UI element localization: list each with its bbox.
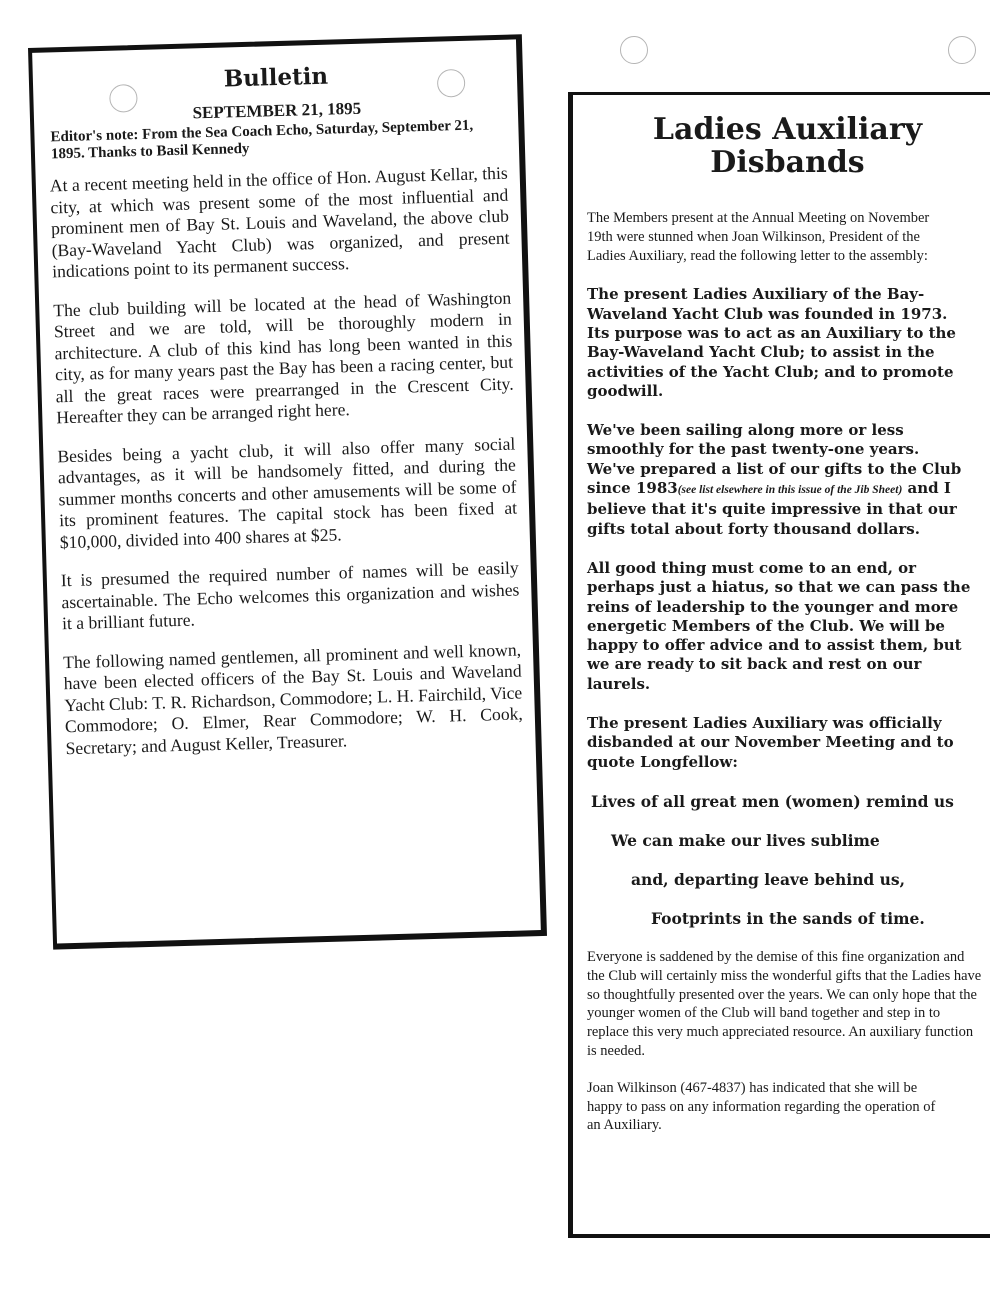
bulletin-paragraph: The club building will be located at the head of Washington Street and we are told, will be thoroughly modern in architecture. A club of this kind has long been wanted in this city, as for many years past the Bay has been a racing center, but all the great races were prearranged in the Crescent City. Hereafter they can be arranged right here. bbox=[53, 287, 514, 428]
closing-paragraph: Everyone is saddened by the demise of this fine organization and the Club will certainly miss the wonderful gifts that the Ladies have so thoughtfully presented over the years. We can only hope that the younger women of the Club will band together and step in to replace this very much appreciated resource. An auxiliary function is needed. bbox=[587, 948, 982, 1059]
punch-hole-icon bbox=[620, 36, 648, 64]
closing-paragraph: Joan Wilkinson (467-4837) has indicated that she will be happy to pass on any information regarding the operation of an Auxiliary. bbox=[587, 1079, 936, 1134]
letter-aside: (see list elsewhere in this issue of the Jib Sheet) bbox=[677, 484, 903, 497]
poem-line: Footprints in the sands of time. bbox=[651, 908, 925, 928]
article-title-line: Ladies Auxiliary bbox=[652, 112, 923, 147]
bulletin-date: SEPTEMBER 21, 1895 bbox=[192, 98, 362, 123]
bulletin-paragraph: It is presumed the required number of names will be easily ascertainable. The Echo welcomes this organization and wishes it a brilliant future. bbox=[60, 557, 520, 634]
letter-paragraph: The present Ladies Auxiliary of the Bay-Waveland Yacht Club was founded in 1973. Its purpose was to act as an Auxiliary to the Bay-Waveland Yacht Club; to assist in the activities of the Yacht Club; and to promote goodwill. bbox=[587, 285, 956, 400]
bulletin-title: Bulletin bbox=[223, 62, 329, 93]
article-intro: The Members present at the Annual Meeting on November 19th were stunned when Joan Wilkinson, President of the Ladies Auxiliary, read the following letter to the assembly: bbox=[587, 210, 930, 264]
letter-text: We've been sailing along more or less smoothly for the past twenty-one years. We've prepared a list of our gifts to the Club since 1983 bbox=[587, 421, 962, 498]
letter-paragraph: All good thing must come to an end, or perhaps just a hiatus, so that we can pass the reins of leadership to the younger and more energetic Members of the Club. We will be happy to offer advice and to assist them, but we are ready to sit back and rest on our laurels. bbox=[587, 558, 971, 693]
poem-line: and, departing leave behind us, bbox=[631, 869, 906, 889]
poem-line: We can make our lives sublime bbox=[611, 830, 880, 850]
bulletin-paragraph: Besides being a yacht club, it will also offer many social advantages, as it will be handsomely fitted, and during the summer months concerts and other amusements will be some of its prominent features. The capital stock has been fixed at $10,000, divided into 400 shares at $25. bbox=[57, 433, 518, 552]
punch-hole-icon bbox=[437, 69, 466, 98]
letter-paragraph: The present Ladies Auxiliary was officially disbanded at our November Meeting and to quote Longfellow: bbox=[587, 714, 954, 771]
letter-paragraph bbox=[587, 421, 990, 539]
bulletin-clipping bbox=[28, 34, 547, 949]
punch-hole-icon bbox=[948, 36, 976, 64]
article-title-line: Disbands bbox=[710, 145, 865, 180]
auxiliary-article bbox=[568, 92, 990, 1238]
bulletin-paragraph: The following named gentlemen, all prominent and well known, have been elected officers of the Bay St. Louis and Waveland Yacht Club: T. R. Richardson, Commodore; L. H. Fairchild, Vice Commodore; O. Elmer, Rear Commodore; W. H. Cook, Secretary; and August Keller, Treasurer. bbox=[62, 638, 524, 758]
poem-line: Lives of all great men (women) remind us bbox=[591, 791, 954, 811]
editor-note: Editor's note: From the Sea Coach Echo, Saturday, September 21, 1895. Thanks to Basil Kennedy bbox=[50, 117, 474, 163]
article-title bbox=[585, 113, 990, 179]
bulletin-paragraph: At a recent meeting held in the office of Hon. August Kellar, this city, at which was present some of the most influential and prominent men of Bay St. Louis and Waveland, the above club (Bay-Waveland Yacht Club) was organized, and present indications point to its permanent success. bbox=[49, 162, 510, 282]
letter-text: and I believe that it's quite impressive in that our gifts total about forty thousand dollars. bbox=[587, 479, 957, 538]
